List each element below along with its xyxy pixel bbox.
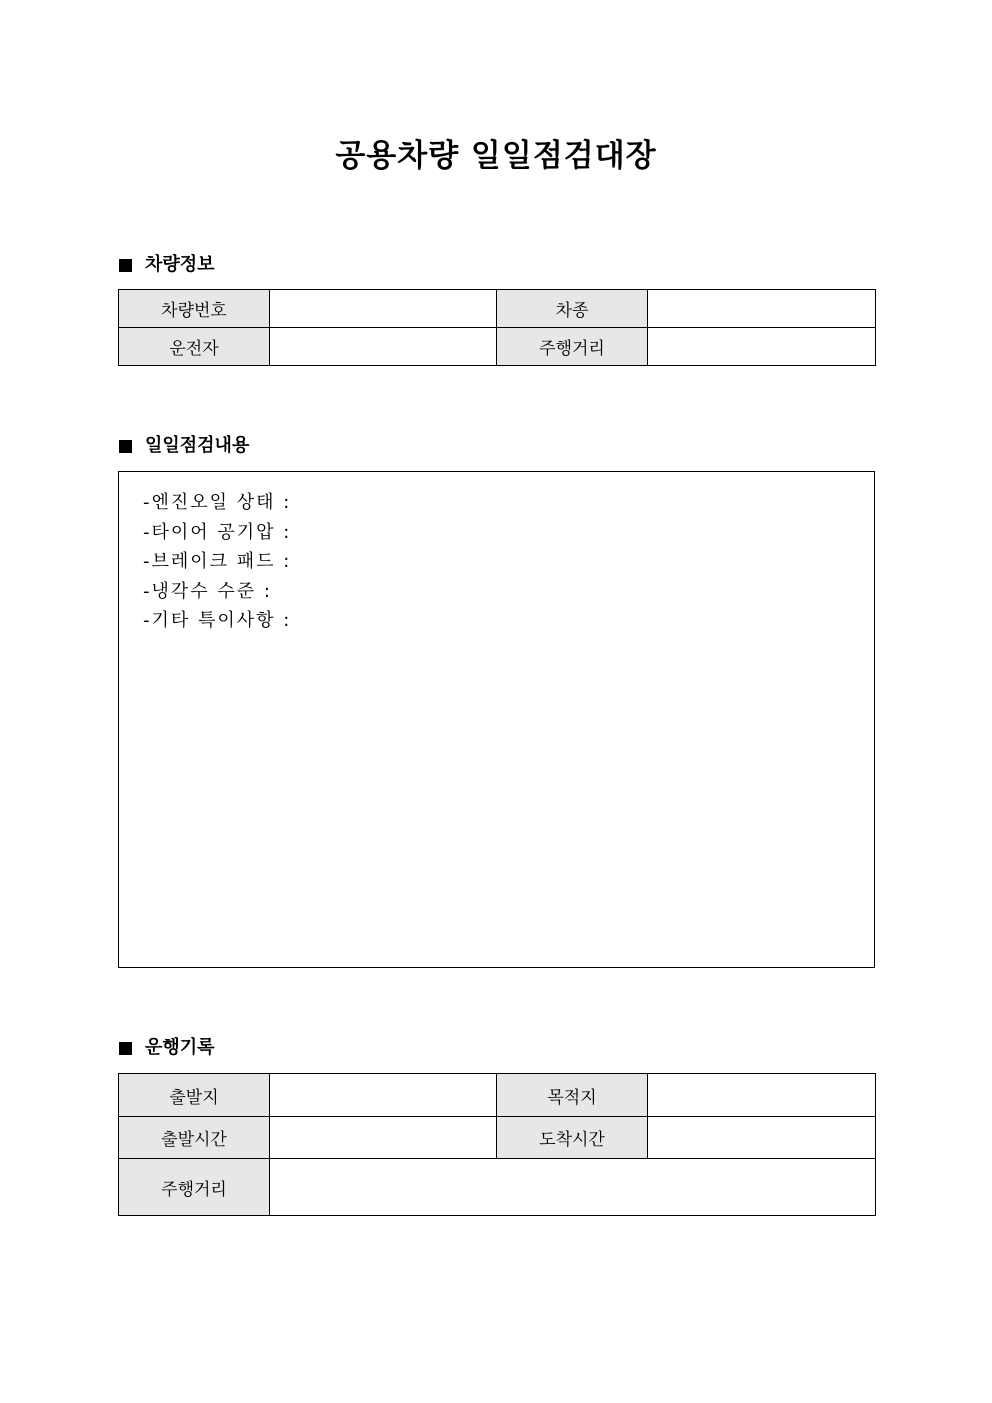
table-row: [119, 1117, 876, 1159]
square-bullet-icon: [119, 440, 132, 453]
arrival-time-label: 도착시간: [497, 1117, 648, 1159]
vehicle-type-field[interactable]: [648, 290, 876, 328]
inspection-heading-text: 일일점검내용: [145, 435, 250, 456]
square-bullet-icon: [119, 1042, 132, 1055]
trip-distance-label: 주행거리: [119, 1159, 270, 1216]
destination-field[interactable]: [648, 1074, 876, 1117]
document-title: 공용차량 일일점검대장: [335, 138, 657, 174]
inspection-heading: [119, 434, 249, 458]
table-row: [119, 1074, 876, 1117]
mileage-field[interactable]: [648, 328, 876, 366]
list-item: -브레이크 패드 :: [143, 551, 292, 572]
table-row: [119, 328, 876, 366]
departure-field[interactable]: [270, 1074, 497, 1117]
list-item: -기타 특이사항 :: [143, 610, 292, 631]
vehicle-type-label: 차종: [497, 290, 648, 328]
trip-log-heading: [119, 1036, 215, 1060]
list-item: -엔진오일 상태 :: [143, 492, 292, 513]
table-row: [119, 1159, 876, 1216]
trip-distance-field[interactable]: [270, 1159, 876, 1216]
vehicle-number-field[interactable]: [270, 290, 497, 328]
vehicle-info-table: [118, 289, 876, 366]
departure-time-label: 출발시간: [119, 1117, 270, 1159]
vehicle-number-label: 차량번호: [119, 290, 270, 328]
inspection-checklist: [119, 472, 874, 636]
trip-log-heading-text: 운행기록: [145, 1037, 215, 1058]
table-row: [119, 290, 876, 328]
inspection-content-box[interactable]: [118, 471, 875, 968]
departure-time-field[interactable]: [270, 1117, 497, 1159]
departure-label: 출발지: [119, 1074, 270, 1117]
trip-log-table: [118, 1073, 876, 1216]
driver-field[interactable]: [270, 328, 497, 366]
square-bullet-icon: [119, 259, 132, 272]
arrival-time-field[interactable]: [648, 1117, 876, 1159]
list-item: -타이어 공기압 :: [143, 521, 292, 543]
list-item: -냉각수 수준 :: [143, 580, 272, 602]
destination-label: 목적지: [497, 1074, 648, 1117]
vehicle-info-heading-text: 차량정보: [145, 254, 215, 275]
driver-label: 운전자: [119, 328, 270, 366]
vehicle-info-heading: [119, 253, 215, 277]
mileage-label: 주행거리: [497, 328, 648, 366]
